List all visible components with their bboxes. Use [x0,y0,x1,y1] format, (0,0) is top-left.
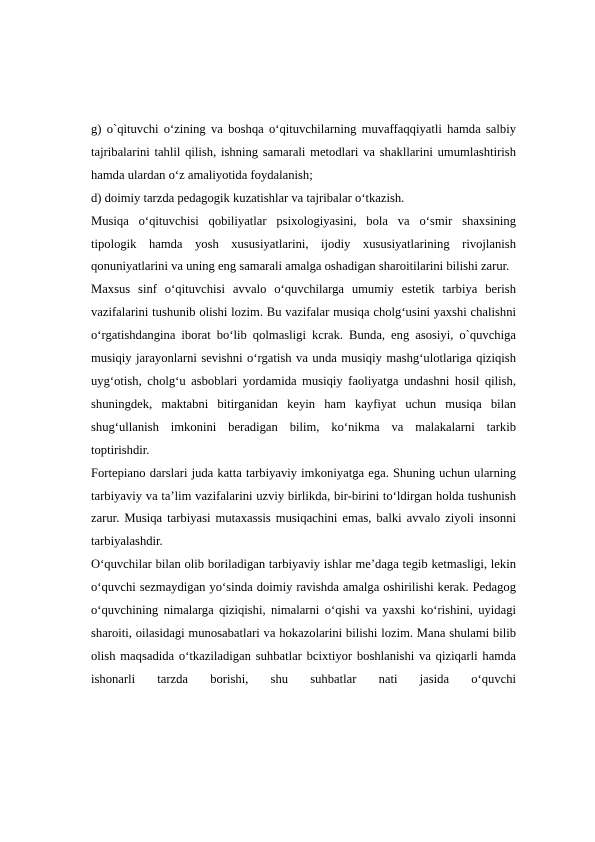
paragraph-fortepiano-lessons: Fortepiano darslari juda katta tarbiyaviy imkoniyatga ega. Shuning uchun ularning tarbiyaviy va ta’lim vazifalarini uzviy birlikda, bir-birini to‘ldirgan holda tushunish zarur. Musiqa tarbiyasi mutaxassis musiqachini emas, balki avvalo ziyoli insonni tarbiyalashdir. [91,465,516,549]
paragraph-special-class-teacher: Maxsus sinf o‘qituvchisi avvalo o‘quvchilarga umumiy estetik tarbiya berish vazifalarini tushunib olishi lozim. Bu vazifalar musiqa cholg‘usini yaxshi chalishni o‘rgatishdangina iborat bo‘lib qolmasligi kcrak. Bunda, eng asosiyi, o`quvchiga musiqiy jarayonlarni sevishni o‘rgatish va unda musiqiy mashg‘ulotlariga qiziqish uyg‘otish, cholg‘u asboblari yordamida musiqiy faoliyatga undashni hosil qilish, shuningdek, maktabni bitirganidan keyin ham kayfiyat uchun musiqa bilan shug‘ullanish imkonini beradigan bilim, ko‘nikma va malakalarni tarkib toptirishdir. [91,282,516,457]
paragraph-g-item: g) o`qituvchi o‘zining va boshqa o‘qituvchilarning muvaffaqqiyatli hamda salbiy tajribalarini tahlil qilish, ishning samarali metodlari va shakllarini umumlashtirish hamda ulardan o‘z amaliyotida foydalanish; [91,122,516,182]
paragraph-educational-work: O‘quvchilar bilan olib boriladigan tarbiyaviy ishlar me’daga tegib ketmasligi, lekin o‘quvchi sezmaydigan yo‘sinda doimiy ravishda amalga oshirilishi kerak. Pedagog o‘quvchining nimalarga qiziqishi, nimalarni o‘qishi va yaxshi ko‘rishini, uyidagi sharoiti, oilasidagi munosabatlari va hokazolarini bilishi lozim. Mana shulami bilib olish maqsadida o‘tkaziladigan suhbatlar bcixtiyor boshlanishi va qiziqarli hamda ishonarli tarzda borishi, shu suhbatlar nati jasida o‘quvchi [91,557,516,686]
paragraph-d-item: d) doimiy tarzda pedagogik kuzatishlar va tajribalar o‘tkazish. [91,190,405,205]
paragraph-music-teacher: Musiqa o‘qituvchisi qobiliyatlar psixologiyasini, bola va o‘smir shaxsining tipologik hamda yosh xususiyatlarini, ijodiy xususiyatlarining rivojlanish qonuniyatlarini va uning eng samarali amalga oshadigan sharoitilarini bilishi zarur. [91,213,516,274]
document-page [91,118,516,691]
